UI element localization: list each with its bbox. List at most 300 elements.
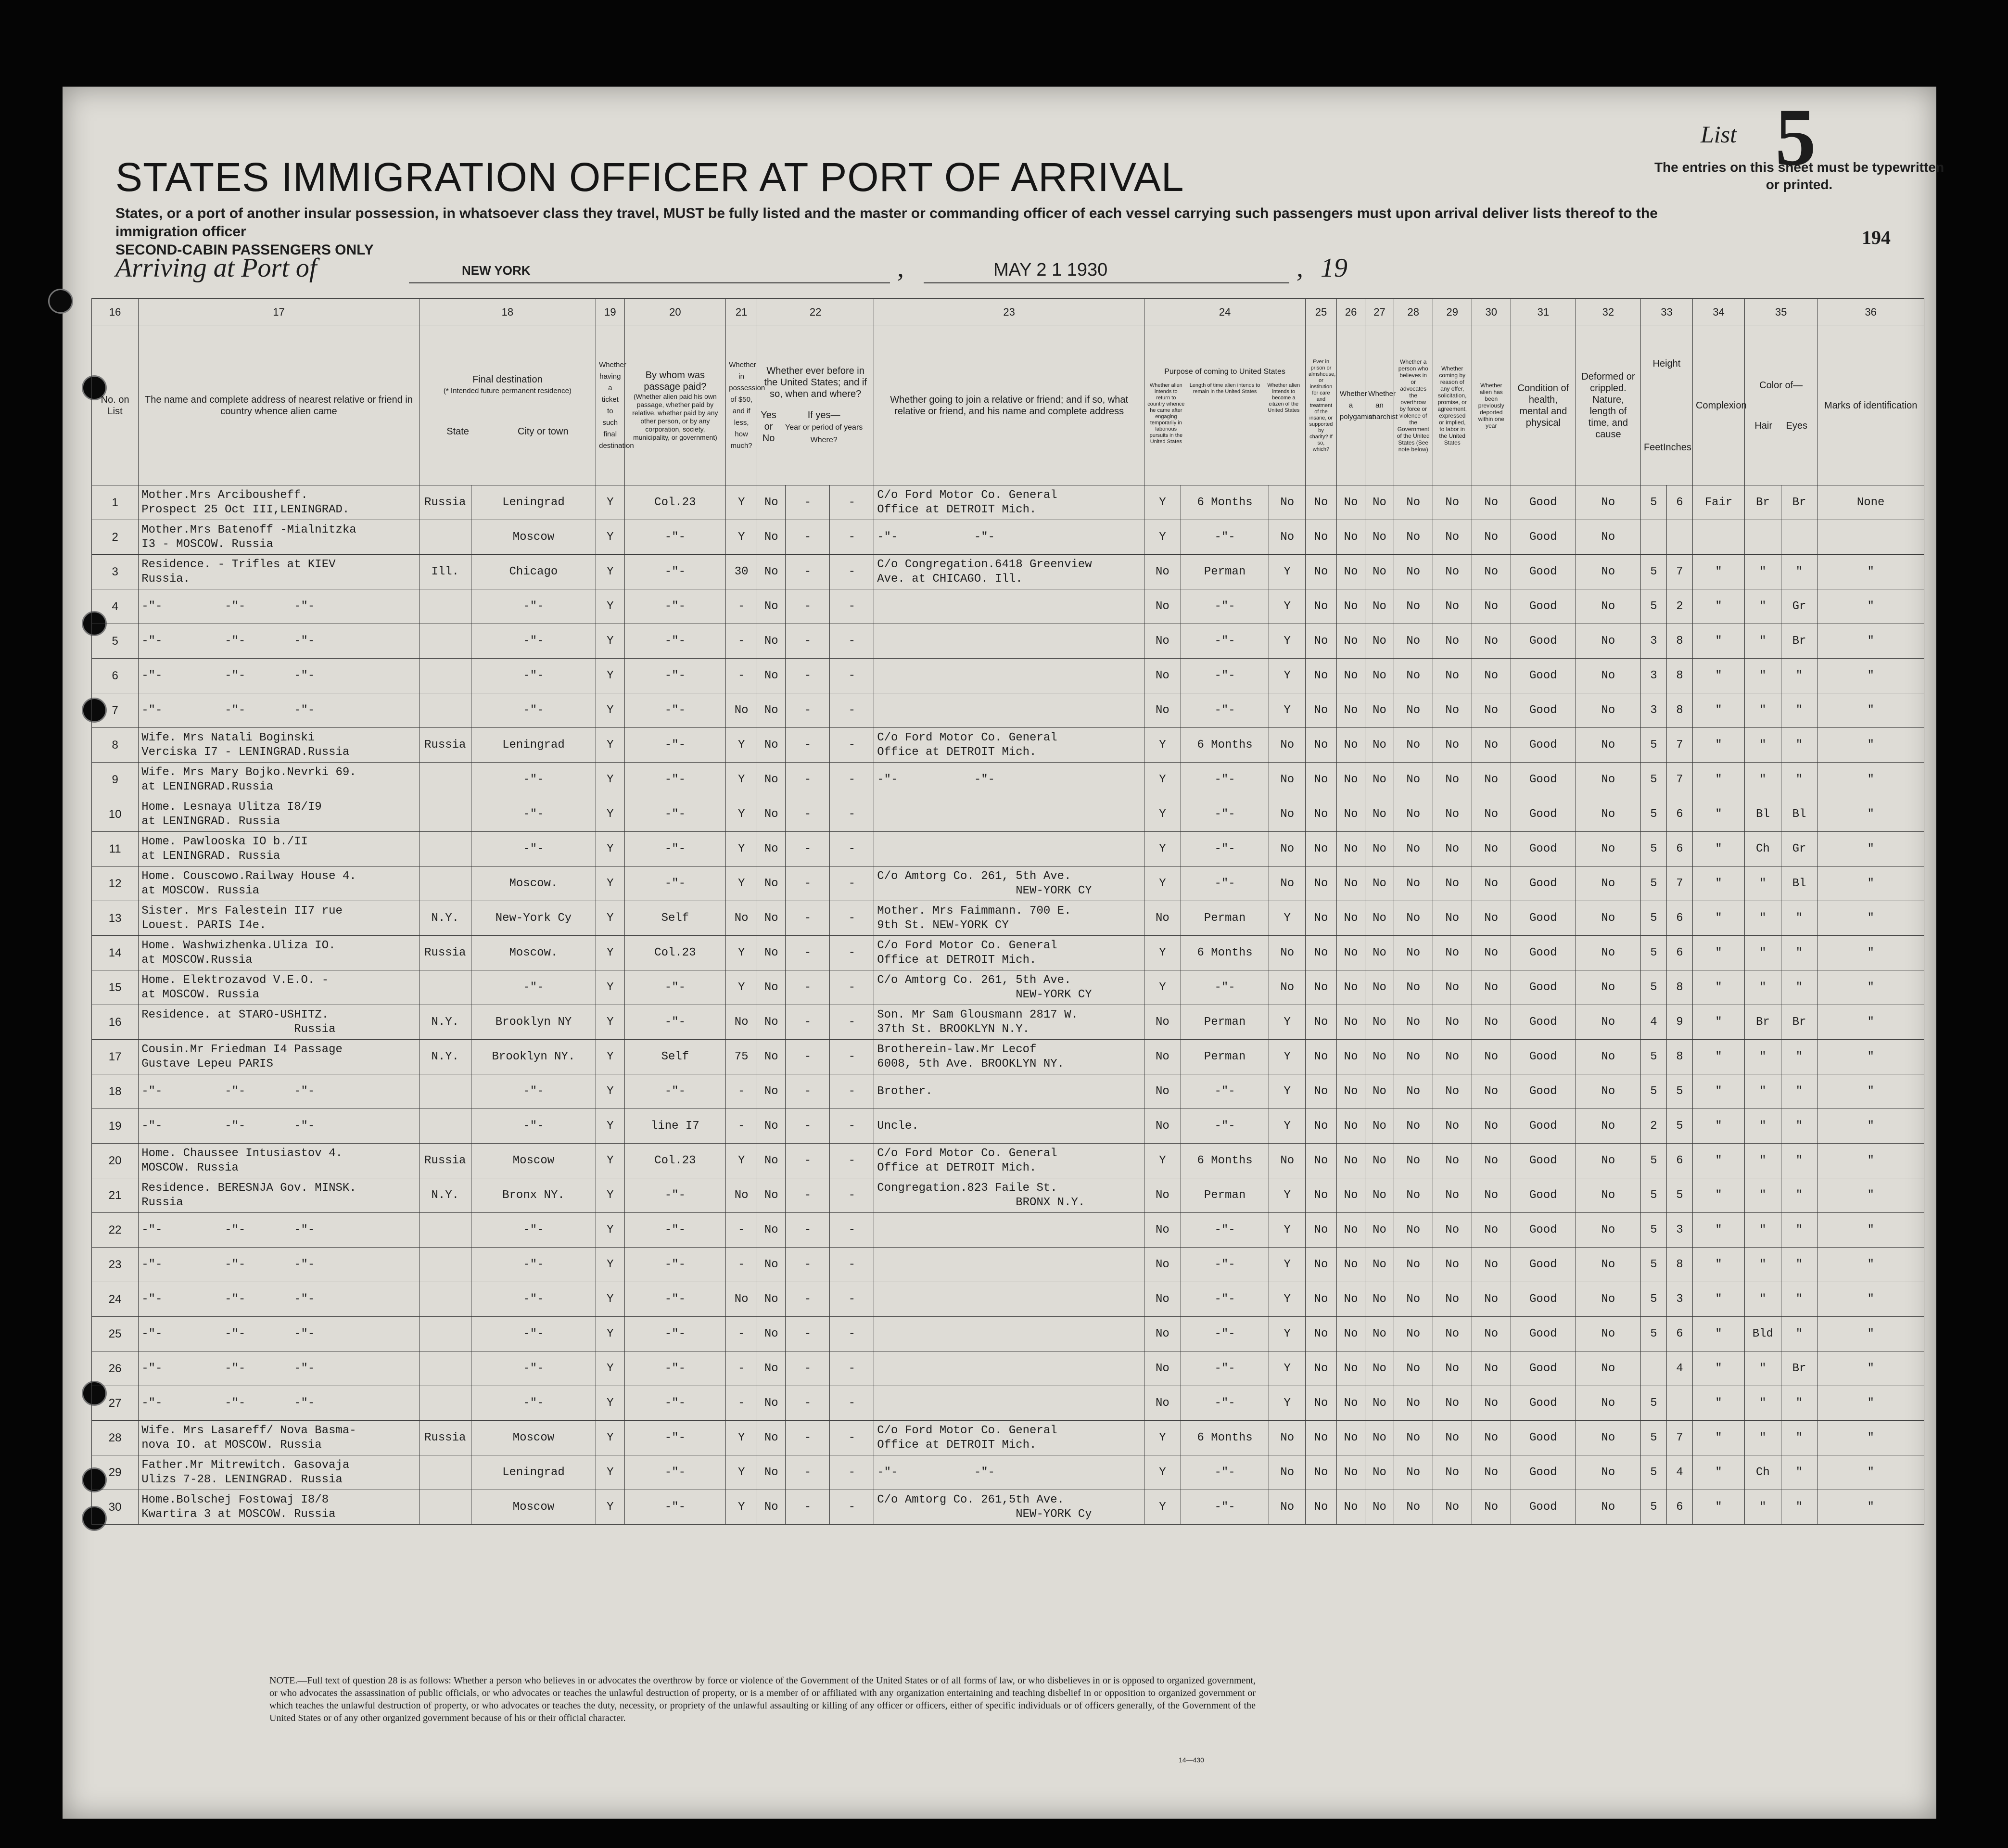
question-28-cell: No <box>1394 936 1433 970</box>
fifty-dollars-cell: Y <box>726 1455 757 1490</box>
table-row <box>92 1144 1924 1178</box>
prison-cell: No <box>1306 1144 1337 1178</box>
where-cell: - <box>830 867 874 901</box>
question-30-cell: No <box>1472 797 1511 832</box>
list-number: 5 <box>1775 92 1816 182</box>
column-number: 18 <box>419 299 596 326</box>
city-cell: Leningrad <box>471 728 596 763</box>
question-28-cell: No <box>1394 659 1433 693</box>
passage-paid-cell: -"- <box>624 1351 726 1386</box>
marks-cell: " <box>1817 693 1924 728</box>
purpose-length-cell: -"- <box>1181 1317 1269 1351</box>
fifty-dollars-cell: Y <box>726 520 757 555</box>
table-row <box>92 867 1924 901</box>
complexion-cell: " <box>1692 1040 1744 1074</box>
purpose-citizen-cell: Y <box>1269 624 1306 659</box>
purpose-citizen-cell: Y <box>1269 1074 1306 1109</box>
question-28-cell: No <box>1394 832 1433 867</box>
been-before-cell: No <box>757 1074 786 1109</box>
polygamist-cell: No <box>1336 936 1365 970</box>
been-before-cell: No <box>757 1178 786 1213</box>
question-28-cell: No <box>1394 797 1433 832</box>
height-inches-cell: 6 <box>1666 1317 1692 1351</box>
purpose-length-cell: Perman <box>1181 1178 1269 1213</box>
header-feet: Feet <box>1643 442 1663 453</box>
question-30-cell: No <box>1472 1109 1511 1144</box>
hair-cell: Br <box>1745 1005 1781 1040</box>
anarchist-cell: No <box>1365 1040 1394 1074</box>
fifty-dollars-cell: No <box>726 901 757 936</box>
height-feet-cell: 5 <box>1640 1040 1666 1074</box>
header-condition: Condition of health, mental and physical <box>1511 326 1576 485</box>
question-29-cell: No <box>1433 624 1472 659</box>
header-prison: Ever in prison or almshouse, or institution for care and treatment of the insane, or supported by charity? If so, which? <box>1306 326 1337 485</box>
ticket-cell: Y <box>596 1248 624 1282</box>
fifty-dollars-cell: Y <box>726 970 757 1005</box>
state-cell <box>419 1213 471 1248</box>
been-before-cell: No <box>757 1109 786 1144</box>
city-cell: Moscow <box>471 1421 596 1455</box>
polygamist-cell: No <box>1336 1213 1365 1248</box>
been-before-cell: No <box>757 1144 786 1178</box>
row-number: 19 <box>92 1109 139 1144</box>
question-28-cell: No <box>1394 589 1433 624</box>
where-cell: - <box>830 936 874 970</box>
joining-cell <box>874 1213 1144 1248</box>
where-cell: - <box>830 1040 874 1074</box>
complexion-cell <box>1692 520 1744 555</box>
polygamist-cell: No <box>1336 485 1365 520</box>
period-cell: - <box>786 1213 830 1248</box>
period-cell: - <box>786 624 830 659</box>
complexion-cell: " <box>1692 1178 1744 1213</box>
health-cell: Good <box>1511 1248 1576 1282</box>
height-feet-cell: 5 <box>1640 1317 1666 1351</box>
question-30-cell: No <box>1472 1490 1511 1525</box>
hair-cell: " <box>1745 867 1781 901</box>
hair-cell: Bl <box>1745 797 1781 832</box>
prison-cell: No <box>1306 901 1337 936</box>
passage-paid-cell: -"- <box>624 1005 726 1040</box>
been-before-cell: No <box>757 936 786 970</box>
table-row <box>92 485 1924 520</box>
health-cell: Good <box>1511 1317 1576 1351</box>
height-feet-cell: 3 <box>1640 624 1666 659</box>
polygamist-cell: No <box>1336 1109 1365 1144</box>
period-cell: - <box>786 1421 830 1455</box>
table-row <box>92 1282 1924 1317</box>
purpose-citizen-cell: Y <box>1269 693 1306 728</box>
date-underline <box>924 282 1289 283</box>
relative-cell: Home. Pawlooska IO b./II at LENINGRAD. Russia <box>139 832 419 867</box>
height-inches-cell: 8 <box>1666 659 1692 693</box>
intro-line: States, or a port of another insular possession, in whatsoever class they travel, MUST be fully listed and the master or commanding officer of each vessel carrying such passengers must upon arrival deliver lists thereof to the immigration officer <box>115 205 1658 240</box>
ticket-cell: Y <box>596 797 624 832</box>
period-cell: - <box>786 589 830 624</box>
state-cell <box>419 659 471 693</box>
height-inches-cell <box>1666 520 1692 555</box>
height-inches-cell: 6 <box>1666 797 1692 832</box>
polygamist-cell: No <box>1336 901 1365 936</box>
deformed-cell: No <box>1576 867 1640 901</box>
purpose-citizen-cell: No <box>1269 1490 1306 1525</box>
state-cell: Russia <box>419 936 471 970</box>
height-feet-cell: 5 <box>1640 797 1666 832</box>
where-cell: - <box>830 728 874 763</box>
table-row <box>92 832 1924 867</box>
column-number: 30 <box>1472 299 1511 326</box>
period-cell: - <box>786 1144 830 1178</box>
joining-cell <box>874 1317 1144 1351</box>
question-29-cell: No <box>1433 832 1472 867</box>
purpose-citizen-cell: Y <box>1269 1351 1306 1386</box>
form-number: 14—430 <box>1179 1756 1204 1764</box>
purpose-citizen-cell: No <box>1269 1455 1306 1490</box>
purpose-length-cell: -"- <box>1181 1490 1269 1525</box>
complexion-cell: " <box>1692 1317 1744 1351</box>
color-label: Color of— <box>1759 380 1803 391</box>
hair-cell: " <box>1745 1282 1781 1317</box>
height-inches-cell: 8 <box>1666 970 1692 1005</box>
table-row <box>92 624 1924 659</box>
city-cell: Moscow <box>471 1490 596 1525</box>
city-cell: -"- <box>471 1351 596 1386</box>
been-before-cell: No <box>757 867 786 901</box>
eyes-cell: Br <box>1781 1005 1817 1040</box>
deformed-cell: No <box>1576 901 1640 936</box>
header-final-destination <box>419 326 596 485</box>
column-number: 24 <box>1144 299 1306 326</box>
marks-cell: " <box>1817 728 1924 763</box>
height-feet-cell: 5 <box>1640 1282 1666 1317</box>
health-cell: Good <box>1511 728 1576 763</box>
been-before-cell: No <box>757 624 786 659</box>
anarchist-cell: No <box>1365 1005 1394 1040</box>
eyes-cell: Br <box>1781 624 1817 659</box>
relative-cell: -"- -"- -"- <box>139 1386 419 1421</box>
comma: , <box>1296 253 1303 283</box>
eyes-cell: Bl <box>1781 797 1817 832</box>
height-feet-cell: 5 <box>1640 1455 1666 1490</box>
ticket-cell: Y <box>596 970 624 1005</box>
fifty-dollars-cell: Y <box>726 936 757 970</box>
deformed-cell: No <box>1576 797 1640 832</box>
been-before-cell: No <box>757 1282 786 1317</box>
question-29-cell: No <box>1433 1490 1472 1525</box>
header-height <box>1640 326 1692 485</box>
ticket-cell: Y <box>596 1109 624 1144</box>
deformed-cell: No <box>1576 1317 1640 1351</box>
list-note: The entries on this sheet must be typewritten or printed. <box>1654 160 1944 192</box>
relative-cell: Sister. Mrs Falestein II7 rue Louest. PARIS I4e. <box>139 901 419 936</box>
health-cell: Good <box>1511 970 1576 1005</box>
joining-cell: -"- -"- <box>874 763 1144 797</box>
prison-cell: No <box>1306 485 1337 520</box>
purpose-return-cell: No <box>1144 659 1181 693</box>
prison-cell: No <box>1306 1178 1337 1213</box>
year-prefix: 19 <box>1321 253 1347 283</box>
question-30-cell: No <box>1472 1421 1511 1455</box>
hair-cell: " <box>1745 1490 1781 1525</box>
health-cell: Good <box>1511 1109 1576 1144</box>
purpose-length-cell: -"- <box>1181 970 1269 1005</box>
purpose-length-cell: 6 Months <box>1181 1144 1269 1178</box>
passage-paid-cell: -"- <box>624 867 726 901</box>
marks-cell: None <box>1817 485 1924 520</box>
where-cell: - <box>830 970 874 1005</box>
complexion-cell: " <box>1692 589 1744 624</box>
question-28-cell: No <box>1394 1351 1433 1386</box>
height-inches-cell: 7 <box>1666 867 1692 901</box>
purpose-length-cell: -"- <box>1181 797 1269 832</box>
complexion-cell: " <box>1692 1074 1744 1109</box>
period-cell: - <box>786 1490 830 1525</box>
height-feet-cell: 5 <box>1640 1421 1666 1455</box>
question-29-cell: No <box>1433 1144 1472 1178</box>
question-28-cell: No <box>1394 1455 1433 1490</box>
table-row <box>92 1074 1924 1109</box>
health-cell: Good <box>1511 1455 1576 1490</box>
question-29-cell: No <box>1433 1317 1472 1351</box>
period-cell: - <box>786 867 830 901</box>
health-cell: Good <box>1511 1074 1576 1109</box>
polygamist-cell: No <box>1336 1421 1365 1455</box>
row-number: 23 <box>92 1248 139 1282</box>
polygamist-cell: No <box>1336 555 1365 589</box>
hair-cell: " <box>1745 901 1781 936</box>
joining-cell <box>874 797 1144 832</box>
question-29-cell: No <box>1433 936 1472 970</box>
polygamist-cell: No <box>1336 624 1365 659</box>
height-feet-cell: 5 <box>1640 936 1666 970</box>
anarchist-cell: No <box>1365 1144 1394 1178</box>
period-cell: - <box>786 936 830 970</box>
city-cell: -"- <box>471 589 596 624</box>
purpose-citizen-cell: Y <box>1269 659 1306 693</box>
intro-text <box>115 204 1703 259</box>
purpose-citizen-cell: Y <box>1269 1213 1306 1248</box>
state-cell <box>419 1386 471 1421</box>
ticket-cell: Y <box>596 1317 624 1351</box>
been-before-cell: No <box>757 1351 786 1386</box>
column-number: 31 <box>1511 299 1576 326</box>
purpose-length-cell: Perman <box>1181 1005 1269 1040</box>
question-30-cell: No <box>1472 867 1511 901</box>
marks-cell: " <box>1817 1490 1924 1525</box>
passage-paid-cell: -"- <box>624 1490 726 1525</box>
deformed-cell: No <box>1576 970 1640 1005</box>
polygamist-cell: No <box>1336 1386 1365 1421</box>
hair-cell: " <box>1745 1040 1781 1074</box>
state-cell <box>419 867 471 901</box>
purpose-length-cell: -"- <box>1181 624 1269 659</box>
joining-cell <box>874 832 1144 867</box>
row-number: 2 <box>92 520 139 555</box>
deformed-cell: No <box>1576 1178 1640 1213</box>
question-29-cell: No <box>1433 728 1472 763</box>
relative-cell: Residence. at STARO-USHITZ. Russia <box>139 1005 419 1040</box>
prison-cell: No <box>1306 867 1337 901</box>
relative-cell: -"- -"- -"- <box>139 1317 419 1351</box>
column-number: 33 <box>1640 299 1692 326</box>
hair-cell: Bld <box>1745 1317 1781 1351</box>
row-number: 6 <box>92 659 139 693</box>
city-cell: -"- <box>471 1109 596 1144</box>
header-no-on-list: No. on List <box>92 326 139 485</box>
purpose-return-cell: Y <box>1144 1455 1181 1490</box>
state-cell <box>419 797 471 832</box>
marks-cell: " <box>1817 1178 1924 1213</box>
anarchist-cell: No <box>1365 1282 1394 1317</box>
eyes-cell: Gr <box>1781 832 1817 867</box>
table-row <box>92 1109 1924 1144</box>
purpose-length-cell: -"- <box>1181 1386 1269 1421</box>
health-cell: Good <box>1511 797 1576 832</box>
purpose-return-cell: No <box>1144 555 1181 589</box>
period-cell: - <box>786 1109 830 1144</box>
deformed-cell: No <box>1576 1386 1640 1421</box>
relative-cell: Home.Bolschej Fostowaj I8/8 Kwartira 3 at MOSCOW. Russia <box>139 1490 419 1525</box>
height-inches-cell: 8 <box>1666 1040 1692 1074</box>
eyes-cell: Bl <box>1781 867 1817 901</box>
deformed-cell: No <box>1576 659 1640 693</box>
height-feet-cell: 4 <box>1640 1005 1666 1040</box>
relative-cell: -"- -"- -"- <box>139 693 419 728</box>
polygamist-cell: No <box>1336 1248 1365 1282</box>
city-cell: -"- <box>471 970 596 1005</box>
period-cell: - <box>786 1178 830 1213</box>
question-28-cell: No <box>1394 1040 1433 1074</box>
header-question-30: Whether alien has been previously deported within one year <box>1472 326 1511 485</box>
purpose-length-cell: Perman <box>1181 555 1269 589</box>
state-cell <box>419 1109 471 1144</box>
column-number: 16 <box>92 299 139 326</box>
period-cell: - <box>786 1282 830 1317</box>
complexion-cell: " <box>1692 1282 1744 1317</box>
question-29-cell: No <box>1433 1213 1472 1248</box>
purpose-length-cell: -"- <box>1181 659 1269 693</box>
purpose-length-cell: Perman <box>1181 901 1269 936</box>
complexion-cell: " <box>1692 1144 1744 1178</box>
question-29-cell: No <box>1433 1421 1472 1455</box>
fifty-dollars-cell: 30 <box>726 555 757 589</box>
where-cell: - <box>830 693 874 728</box>
purpose-return-cell: No <box>1144 1248 1181 1282</box>
state-cell: Russia <box>419 728 471 763</box>
header-marks: Marks of identification <box>1817 326 1924 485</box>
marks-cell: " <box>1817 970 1924 1005</box>
city-cell: Moscow <box>471 1144 596 1178</box>
complexion-cell: " <box>1692 624 1744 659</box>
before-in-us-subheads <box>760 409 871 446</box>
question-30-cell: No <box>1472 832 1511 867</box>
joining-cell: Brotherein-law.Mr Lecof 6008, 5th Ave. BROOKLYN NY. <box>874 1040 1144 1074</box>
header-inches: Inches <box>1663 442 1691 453</box>
height-feet-cell: 5 <box>1640 763 1666 797</box>
city-cell: New-York Cy <box>471 901 596 936</box>
ticket-cell: Y <box>596 485 624 520</box>
joining-cell: C/o Congregation.6418 Greenview Ave. at CHICAGO. Ill. <box>874 555 1144 589</box>
where-cell: - <box>830 832 874 867</box>
question-30-cell: No <box>1472 1178 1511 1213</box>
passage-paid-cell: -"- <box>624 1421 726 1455</box>
joining-cell: Mother. Mrs Faimmann. 700 E. 9th St. NEW-YORK CY <box>874 901 1144 936</box>
complexion-cell: " <box>1692 901 1744 936</box>
polygamist-cell: No <box>1336 1282 1365 1317</box>
header-purpose-return: Whether alien intends to return to country whence he came after engaging temporarily in laborious pursuits in the United States <box>1147 382 1185 445</box>
relative-cell: Mother.Mrs Arcibousheff. Prospect 25 Oct III,LENINGRAD. <box>139 485 419 520</box>
where-cell: - <box>830 589 874 624</box>
state-cell <box>419 693 471 728</box>
row-number: 14 <box>92 936 139 970</box>
state-cell <box>419 1455 471 1490</box>
marks-cell: " <box>1817 1248 1924 1282</box>
where-cell: - <box>830 1282 874 1317</box>
height-feet-cell: 5 <box>1640 1144 1666 1178</box>
polygamist-cell: No <box>1336 589 1365 624</box>
hair-cell: " <box>1745 1351 1781 1386</box>
height-feet-cell: 5 <box>1640 1178 1666 1213</box>
height-feet-cell: 5 <box>1640 1213 1666 1248</box>
arrival-date-stamp: MAY 2 1 1930 <box>993 260 1108 280</box>
eyes-cell: " <box>1781 728 1817 763</box>
height-inches-cell: 6 <box>1666 1144 1692 1178</box>
header-relative: The name and complete address of nearest relative or friend in country whence alien came <box>139 326 419 485</box>
height-inches-cell: 6 <box>1666 485 1692 520</box>
question-28-cell: No <box>1394 1144 1433 1178</box>
period-cell: - <box>786 1005 830 1040</box>
relative-cell: Home. Lesnaya Ulitza I8/I9 at LENINGRAD. Russia <box>139 797 419 832</box>
purpose-return-cell: No <box>1144 901 1181 936</box>
city-cell: Leningrad <box>471 1455 596 1490</box>
polygamist-cell: No <box>1336 1178 1365 1213</box>
row-number: 10 <box>92 797 139 832</box>
marks-cell: " <box>1817 659 1924 693</box>
prison-cell: No <box>1306 1490 1337 1525</box>
deformed-cell: No <box>1576 1074 1640 1109</box>
question-28-cell: No <box>1394 555 1433 589</box>
purpose-citizen-cell: Y <box>1269 1317 1306 1351</box>
question-28-cell: No <box>1394 1109 1433 1144</box>
row-number: 30 <box>92 1490 139 1525</box>
anarchist-cell: No <box>1365 1386 1394 1421</box>
purpose-citizen-cell: No <box>1269 832 1306 867</box>
marks-cell: " <box>1817 555 1924 589</box>
fifty-dollars-cell: - <box>726 1109 757 1144</box>
where-cell: - <box>830 1178 874 1213</box>
height-feet-cell: 5 <box>1640 1248 1666 1282</box>
eyes-cell: " <box>1781 763 1817 797</box>
joining-cell: Congregation.823 Faile St. BRONX N.Y. <box>874 1178 1144 1213</box>
question-28-note: NOTE.—Full text of question 28 is as follows: Whether a person who believes in or advocates the overthrow by force or violence of the Government of the United States or of all forms of law, or who disbelieves in or is opposed to organized government, or who advocates the assassination of public officials, or who advocates or teaches the unlawful destruction of property, or is a member of or affiliated with any organization entertaining and teaching disbelief in or opposition to organized government or which teaches the unlawful destruction of property, or who advocates or teaches the duty, necessity, or propriety of the unlawful assaulting or killing of any officer or officers, either of specific individuals or of officers generally, of the Government of the United States or of any other organized government because of his or their official character. <box>269 1675 1256 1723</box>
question-29-cell: No <box>1433 1386 1472 1421</box>
been-before-cell: No <box>757 1455 786 1490</box>
comma: , <box>897 253 904 283</box>
hair-cell: " <box>1745 1178 1781 1213</box>
column-number: 36 <box>1817 299 1924 326</box>
height-inches-cell: 4 <box>1666 1351 1692 1386</box>
joining-cell <box>874 589 1144 624</box>
health-cell: Good <box>1511 936 1576 970</box>
question-30-cell: No <box>1472 970 1511 1005</box>
city-cell: -"- <box>471 693 596 728</box>
purpose-return-cell: Y <box>1144 728 1181 763</box>
table-row <box>92 970 1924 1005</box>
period-cell: - <box>786 693 830 728</box>
purpose-citizen-cell: No <box>1269 520 1306 555</box>
row-number: 21 <box>92 1178 139 1213</box>
table-row <box>92 1213 1924 1248</box>
